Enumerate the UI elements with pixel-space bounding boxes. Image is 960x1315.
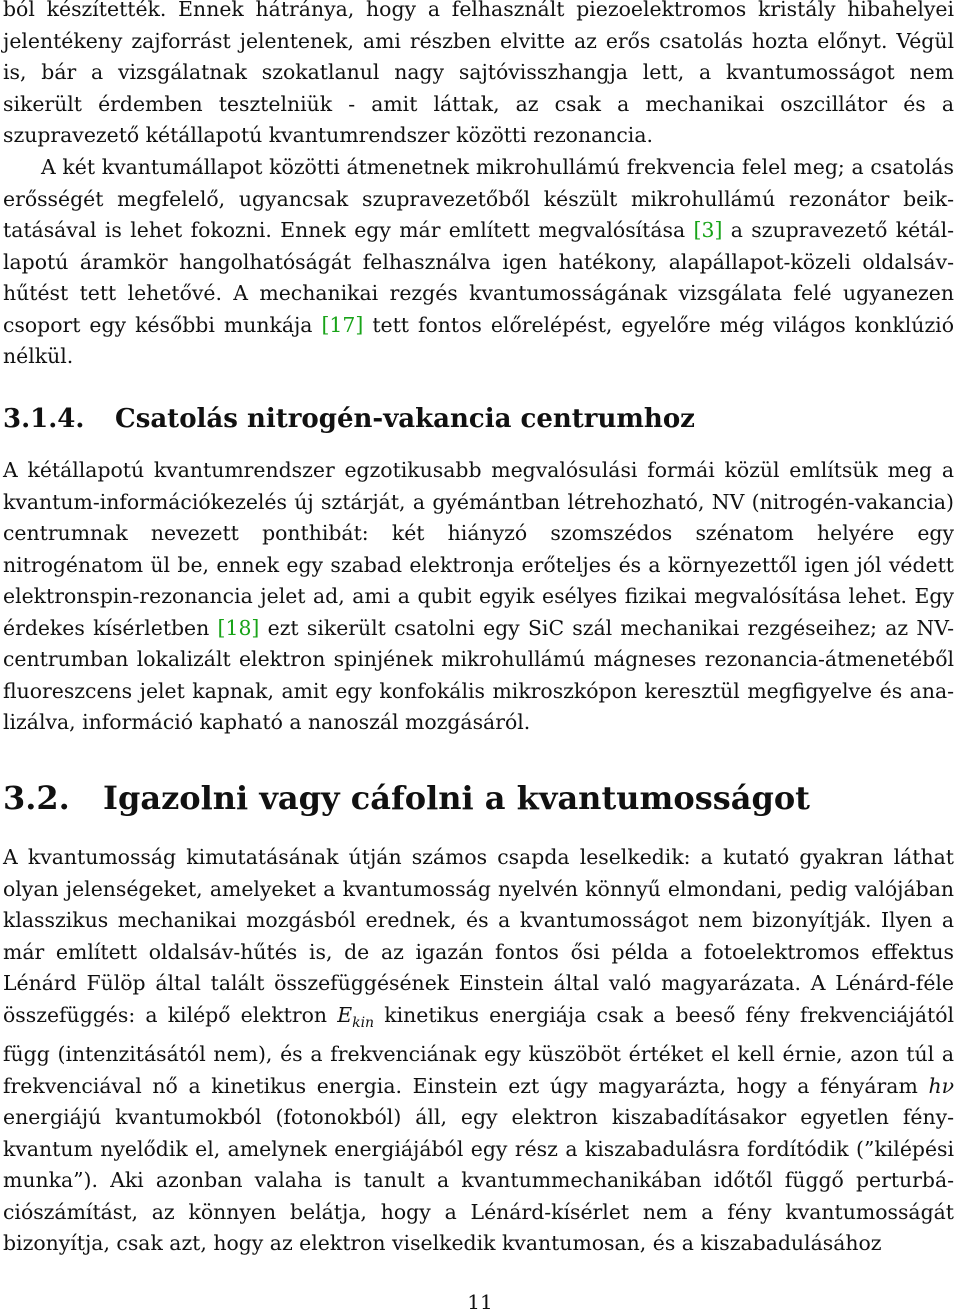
page-number: 11 (467, 1290, 493, 1314)
math-photon-energy: hν (928, 1073, 954, 1098)
section-heading-3-1-4 (3, 404, 695, 434)
section-title: Csatolás nitrogén-vakancia centrumhoz (115, 404, 695, 434)
paragraph-nv-center: A kétállapotú kvantumrendszer egzotikusabb megvalósulási formái közül említsük meg a kvantum-információkezelés új sztárját, a gyémántban létrehozható, NV (nitrogén-vakancia) centrumnak nevezett ponthibát: két hiányzó szomszédos szénatom helyére egy nitrogénatom ül be, ennek egy szabad elektronja erőteljes és a környezettől igen jól védett elektronspin-rezonancia jelet ad, ami a qubit egyik esélyes fizikai megvalósítása lehet. Egy érdekes kísérletben [18] ezt sikerült csatolni egy SiC szál mechanikai rezgéseihez; az NV-centrumban lokalizált elektron spinjének mikrohullámú mágneses rezonancia-átmenetéből fluoreszcens jelet kapnak, amit egy konfokális mikroszkópon keresztül megfigyelve és analizálva, információ kapható a nanoszál mozgásáról. (3, 458, 954, 734)
citation-link[interactable]: [18] (217, 615, 260, 640)
paragraph-quantumness-traps: A kvantumosság kimutatásának útján számos csapda leselkedik: a kutató gyakran láthat olyan jelenségeket, amelyeket a kvantumosság nyelvén könnyű elmondani, pedig valójában klasszikus mechanikai mozgásból erednek, és a kvantumosságot nem bizonyítják. Ilyen a már említett oldalsáv-hűtés is, de az igazán fontos ősi példa a fotoelektromos effektus Lénárd Fülöp által talált összefüggésének Einstein által való magyarázata. A Lénárd-féle összefüggés: a kilépő elektron $E_{kin}$ kinetikus energiája csak a beeső fény frekvenciájától függ (intenzitásától nem), és a frekvenciának egy küszöböt értéket el kell érnie, azon túl a frekvenciával nő a kinetikus energia. Einstein ezt úgy magyarázta, hogy a fényáram hν energiájú kvantumokból (fotonokból) áll, egy elektron kiszabadításakor egyetlen fénykvantum nyelődik el, amelynek energiájából egy rész a kiszabadulásra fordítódik (”kilépési munka”). Aki azonban valaha is tanult a kvantummechanikában időtől függő perturbációszámítást, az könnyen belátja, hogy a Lénárd-kísérlet nem a fény kvantumosságát bizonyítja, csak azt, hogy az elektron viselkedik kvantumosan, és a kiszabadulásához (3, 845, 954, 1256)
section-number: 3.2. (3, 779, 70, 817)
section-title: Igazolni vagy cáfolni a kvantumosságot (103, 779, 810, 817)
paragraph-microwave-coupling: A két kvantumállapot közötti átmenetnek mikrohullámú frekvencia felel meg; a csatolás erősségét megfelelő, ugyancsak szupravezetőből készült mikrohullámú rezonátor beiktatásával is lehet fokozni. Ennek egy már említett megvalósítása [3] a szupravezető kétállapotú áramkör hangolhatóságát felhasználva igen hatékony, alapállapot-közeli oldalsávhűtést tett lehetővé. A mechanikai rezgés kvantumosságának vizsgálata felé ugyanezen csoport egy későbbi munkája [17] tett fontos előrelépést, egyelőre még világos konklúzió nélkül. (3, 155, 954, 368)
citation-link[interactable]: [3] (693, 218, 723, 242)
paragraph-continued: ból készítették. Ennek hátránya, hogy a felhasznált piezoelektromos kristály hibahelyei jelentékeny zajforrást jelentenek, ami részben elvitte az erős csatolás hozta előnyt. Végül is, bár a vizsgálatnak szokatlanul nagy sajtóvisszhangja lett, a kvantumosságot nem sikerült érdemben tesztelniük - amit láttak, az csak a mechanikai oszcillátor és a szupravezető kétállapotú kvantumrendszer közötti rezonancia. (3, 0, 954, 147)
section-number: 3.1.4. (3, 404, 85, 434)
section-heading-3-2 (3, 779, 810, 817)
citation-link[interactable]: [17] (321, 312, 364, 337)
math-kinetic-energy: $E_{kin}$ (337, 1002, 375, 1031)
